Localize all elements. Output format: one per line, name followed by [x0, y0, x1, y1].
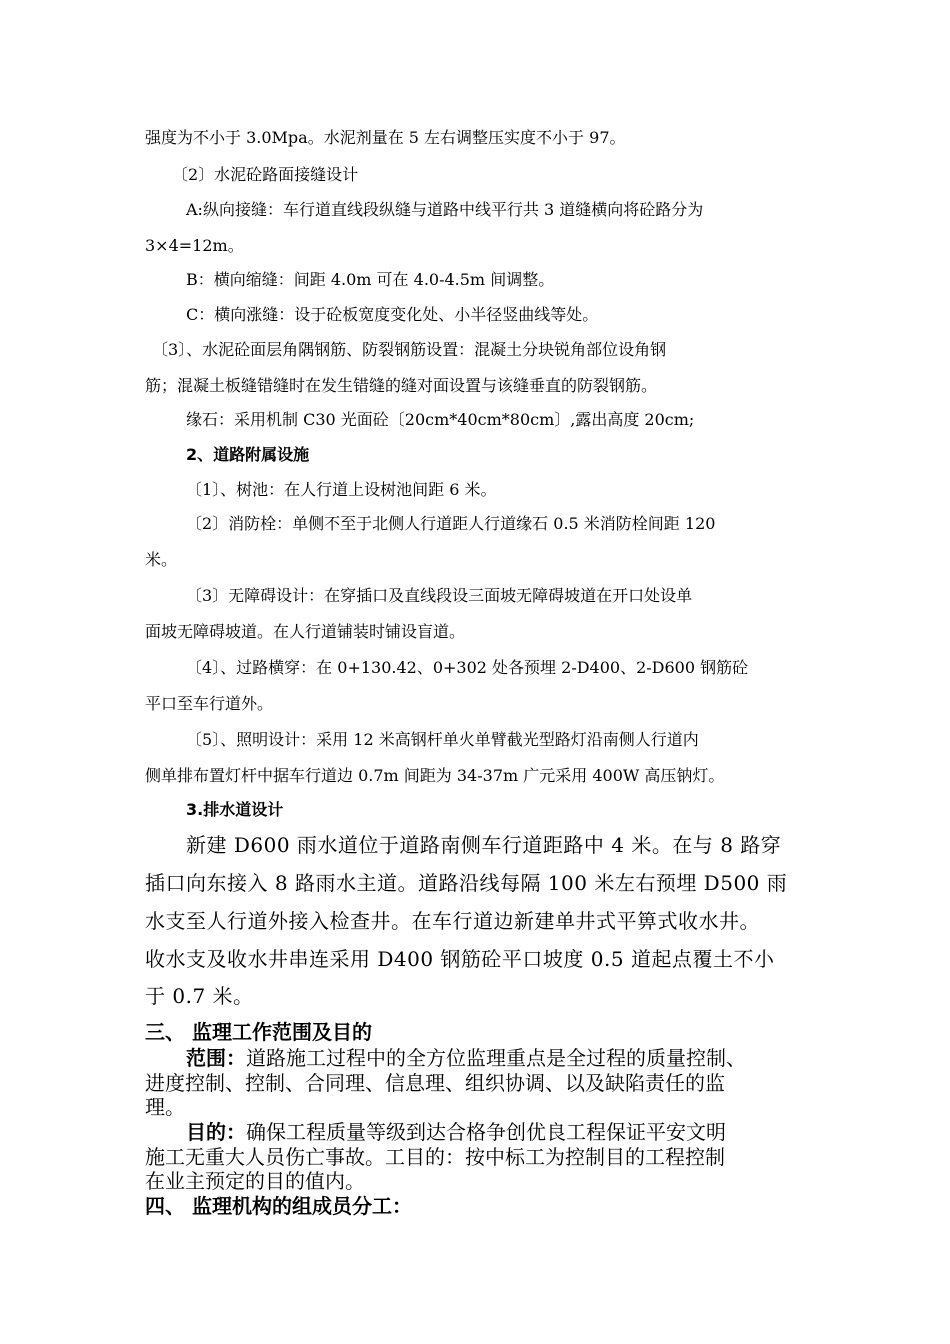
body-line-large: 水支至人行道外接入检查井。在车行道边新建单井式平箅式收水井。 — [145, 909, 760, 933]
section-heading-scope: 三、 监理工作范围及目的 — [145, 1020, 372, 1044]
body-line: 3×4=12m。 — [145, 236, 244, 255]
body-line: 〔1〕、树池：在人行道上设树池间距 6 米。 — [186, 480, 497, 499]
body-line-medium: 理。 — [145, 1095, 185, 1119]
body-line-large: 新建 D600 雨水道位于道路南侧车行道距路中 4 米。在与 8 路穿 — [186, 833, 782, 857]
body-line: 平口至车行道外。 — [145, 694, 274, 713]
body-line: A:纵向接缝：车行道直线段纵缝与道路中线平行共 3 道缝横向将砼路分为 — [186, 200, 704, 219]
body-line: 面坡无障碍坡道。在人行道铺装时铺设盲道。 — [145, 622, 466, 641]
body-line: 〔3〕、水泥砼面层角隅钢筋、防裂钢筋设置：混凝土分块锐角部位设角钢 — [152, 340, 667, 359]
body-line: 〔2〕消防栓：单侧不至于北侧人行道距人行道缘石 0.5 米消防栓间距 120 — [186, 514, 716, 533]
body-line-large: 插口向东接入 8 路雨水主道。道路沿线每隔 100 米左右预埋 D500 雨 — [145, 871, 788, 895]
purpose-paragraph-line — [186, 1120, 726, 1144]
body-line-medium: 进度控制、控制、合同理、信息理、组织协调、以及缺陷责任的监 — [145, 1071, 725, 1095]
body-line: 强度为不小于 3.0Mpa。水泥剂量在 5 左右调整压实度不小于 97。 — [145, 128, 626, 147]
body-line-large: 于 0.7 米。 — [145, 984, 254, 1008]
body-line: C：横向涨缝：设于砼板宽度变化处、小半径竖曲线等处。 — [186, 305, 599, 324]
body-line: 〔3〕无障碍设计：在穿插口及直线段设三面坡无障碍坡道在开口处设单 — [186, 586, 693, 605]
subheading-joint-design: 〔2〕水泥砼路面接缝设计 — [172, 165, 359, 184]
body-line: 〔4〕、过路横穿：在 0+130.42、0+302 处各预埋 2-D400、2-D600 钢筋砼 — [186, 658, 749, 677]
heading-road-facilities: 2、道路附属设施 — [186, 445, 310, 464]
body-line-large: 收水支及收水井串连采用 D400 钢筋砼平口坡度 0.5 道起点覆土不小 — [145, 947, 775, 971]
body-line: 〔5〕、照明设计：采用 12 米高钢杆单火单臂截光型路灯沿南侧人行道内 — [186, 730, 699, 749]
scope-paragraph-line — [186, 1046, 746, 1070]
body-line: B：横向缩缝：间距 4.0m 可在 4.0-4.5m 间调整。 — [186, 270, 555, 289]
scope-label: 范围： — [186, 1046, 246, 1070]
body-line: 米。 — [145, 550, 178, 569]
purpose-label: 目的： — [186, 1120, 246, 1144]
body-line: 侧单排布置灯杆中据车行道边 0.7m 间距为 34-37m 广元采用 400W 高压钠灯。 — [145, 766, 725, 785]
body-line: 筋；混凝土板缝错缝时在发生错缝的缝对面设置与该缝垂直的防裂钢筋。 — [145, 376, 658, 395]
section-heading-organization: 四、 监理机构的组成员分工： — [145, 1194, 412, 1218]
body-line-medium: 施工无重大人员伤亡事故。工目的：按中标工为控制目的工程控制 — [145, 1145, 725, 1169]
scope-text: 道路施工过程中的全方位监理重点是全过程的质量控制、 — [246, 1046, 746, 1070]
purpose-text: 确保工程质量等级到达合格争创优良工程保证平安文明 — [246, 1120, 726, 1144]
body-line-medium: 在业主预定的目的值内。 — [145, 1169, 365, 1193]
body-line: 缘石：采用机制 C30 光面砼〔20cm*40cm*80cm〕,露出高度 20cm; — [186, 410, 695, 429]
heading-drainage-design: 3.排水道设计 — [186, 800, 284, 819]
